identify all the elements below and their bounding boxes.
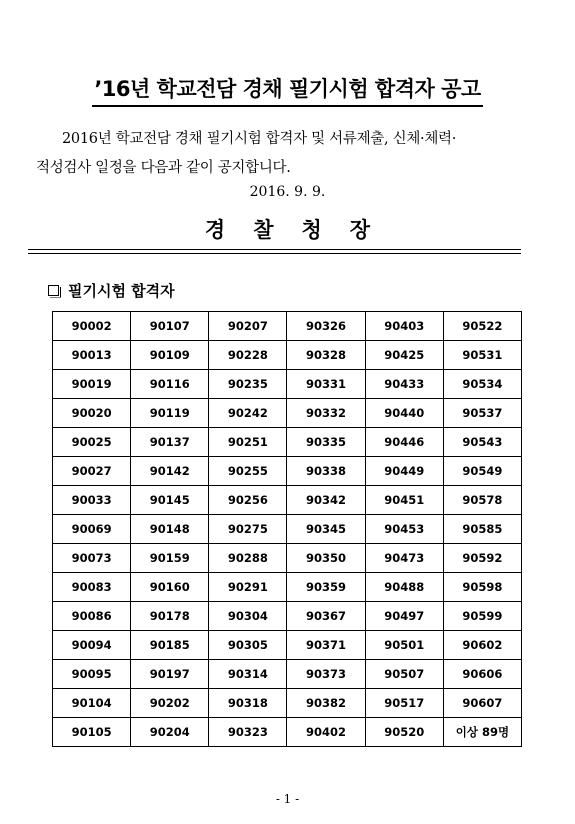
table-cell: 90371 <box>287 631 365 660</box>
double-divider <box>28 249 521 254</box>
section-heading <box>48 280 175 300</box>
table-row <box>53 544 522 573</box>
table-cell: 90602 <box>443 631 521 660</box>
results-table-body <box>53 312 522 747</box>
table-row <box>53 312 522 341</box>
table-row <box>53 718 522 747</box>
table-cell: 90549 <box>443 457 521 486</box>
table-cell: 90446 <box>365 428 443 457</box>
table-cell: 90488 <box>365 573 443 602</box>
table-cell: 90607 <box>443 689 521 718</box>
agency-char-1: 경 <box>204 217 226 242</box>
table-cell: 90083 <box>53 573 131 602</box>
table-row <box>53 399 522 428</box>
table-cell: 90598 <box>443 573 521 602</box>
table-cell: 90204 <box>131 718 209 747</box>
table-cell: 90520 <box>365 718 443 747</box>
table-cell: 90159 <box>131 544 209 573</box>
table-cell: 90160 <box>131 573 209 602</box>
table-cell: 90107 <box>131 312 209 341</box>
issuing-agency <box>0 214 575 244</box>
intro-line-1: 2016년 학교전담 경채 필기시험 합격자 및 서류제출, 신체·체력· <box>62 131 457 147</box>
table-cell: 90178 <box>131 602 209 631</box>
table-row <box>53 631 522 660</box>
table-cell: 90367 <box>287 602 365 631</box>
table-cell: 90453 <box>365 515 443 544</box>
table-cell: 90119 <box>131 399 209 428</box>
table-row <box>53 689 522 718</box>
square-bullet-icon <box>48 285 59 296</box>
table-cell: 90251 <box>209 428 287 457</box>
table-cell: 90033 <box>53 486 131 515</box>
table-cell: 90585 <box>443 515 521 544</box>
table-row <box>53 457 522 486</box>
table-cell: 90425 <box>365 341 443 370</box>
table-cell: 90449 <box>365 457 443 486</box>
agency-char-4: 장 <box>349 217 371 242</box>
intro-line-2: 적성검사 일정을 다음과 같이 공지합니다. <box>36 160 291 176</box>
table-cell: 90350 <box>287 544 365 573</box>
table-row <box>53 602 522 631</box>
table-cell: 90228 <box>209 341 287 370</box>
table-cell: 90402 <box>287 718 365 747</box>
table-row <box>53 341 522 370</box>
page-title: ’16년 학교전담 경채 필기시험 합격자 공고 <box>92 76 482 107</box>
table-cell: 90326 <box>287 312 365 341</box>
table-cell: 90473 <box>365 544 443 573</box>
table-row <box>53 573 522 602</box>
table-row <box>53 660 522 689</box>
table-cell: 90338 <box>287 457 365 486</box>
table-cell: 90517 <box>365 689 443 718</box>
table-cell: 90578 <box>443 486 521 515</box>
table-cell: 90328 <box>287 341 365 370</box>
table-cell: 90142 <box>131 457 209 486</box>
table-cell: 90522 <box>443 312 521 341</box>
table-cell: 90145 <box>131 486 209 515</box>
table-cell: 90242 <box>209 399 287 428</box>
table-cell: 90497 <box>365 602 443 631</box>
table-cell: 90305 <box>209 631 287 660</box>
table-row <box>53 428 522 457</box>
table-cell: 90019 <box>53 370 131 399</box>
table-cell: 90104 <box>53 689 131 718</box>
table-cell: 90373 <box>287 660 365 689</box>
table-cell: 90599 <box>443 602 521 631</box>
table-cell: 이상 89명 <box>443 718 521 747</box>
table-cell: 90433 <box>365 370 443 399</box>
table-row <box>53 486 522 515</box>
table-cell: 90235 <box>209 370 287 399</box>
table-cell: 90592 <box>443 544 521 573</box>
table-cell: 90105 <box>53 718 131 747</box>
table-cell: 90207 <box>209 312 287 341</box>
table-cell: 90342 <box>287 486 365 515</box>
table-cell: 90109 <box>131 341 209 370</box>
table-cell: 90197 <box>131 660 209 689</box>
table-cell: 90403 <box>365 312 443 341</box>
table-cell: 90025 <box>53 428 131 457</box>
table-cell: 90314 <box>209 660 287 689</box>
table-cell: 90382 <box>287 689 365 718</box>
table-cell: 90332 <box>287 399 365 428</box>
table-cell: 90086 <box>53 602 131 631</box>
table-cell: 90027 <box>53 457 131 486</box>
table-cell: 90323 <box>209 718 287 747</box>
table-cell: 90501 <box>365 631 443 660</box>
table-cell: 90440 <box>365 399 443 428</box>
table-cell: 90116 <box>131 370 209 399</box>
table-cell: 90345 <box>287 515 365 544</box>
table-cell: 90543 <box>443 428 521 457</box>
table-cell: 90318 <box>209 689 287 718</box>
table-cell: 90335 <box>287 428 365 457</box>
table-cell: 90507 <box>365 660 443 689</box>
table-cell: 90359 <box>287 573 365 602</box>
table-cell: 90255 <box>209 457 287 486</box>
page-number: - 1 - <box>275 792 300 806</box>
table-cell: 90275 <box>209 515 287 544</box>
table-cell: 90073 <box>53 544 131 573</box>
table-cell: 90291 <box>209 573 287 602</box>
agency-char-2: 찰 <box>253 217 274 242</box>
table-cell: 90137 <box>131 428 209 457</box>
agency-char-3: 청 <box>301 217 322 242</box>
section-label: 필기시험 합격자 <box>68 281 175 300</box>
table-cell: 90002 <box>53 312 131 341</box>
table-cell: 90537 <box>443 399 521 428</box>
table-cell: 90606 <box>443 660 521 689</box>
table-row <box>53 515 522 544</box>
table-cell: 90451 <box>365 486 443 515</box>
results-table <box>52 311 522 747</box>
table-cell: 90020 <box>53 399 131 428</box>
table-cell: 90095 <box>53 660 131 689</box>
title-block <box>0 76 575 107</box>
table-cell: 90304 <box>209 602 287 631</box>
notice-date: 2016. 9. 9. <box>249 184 326 200</box>
table-row <box>53 370 522 399</box>
table-cell: 90148 <box>131 515 209 544</box>
table-cell: 90202 <box>131 689 209 718</box>
table-cell: 90256 <box>209 486 287 515</box>
intro-paragraph <box>36 125 544 183</box>
table-cell: 90534 <box>443 370 521 399</box>
table-cell: 90531 <box>443 341 521 370</box>
table-cell: 90094 <box>53 631 131 660</box>
table-cell: 90288 <box>209 544 287 573</box>
table-cell: 90331 <box>287 370 365 399</box>
table-cell: 90013 <box>53 341 131 370</box>
table-cell: 90069 <box>53 515 131 544</box>
table-cell: 90185 <box>131 631 209 660</box>
